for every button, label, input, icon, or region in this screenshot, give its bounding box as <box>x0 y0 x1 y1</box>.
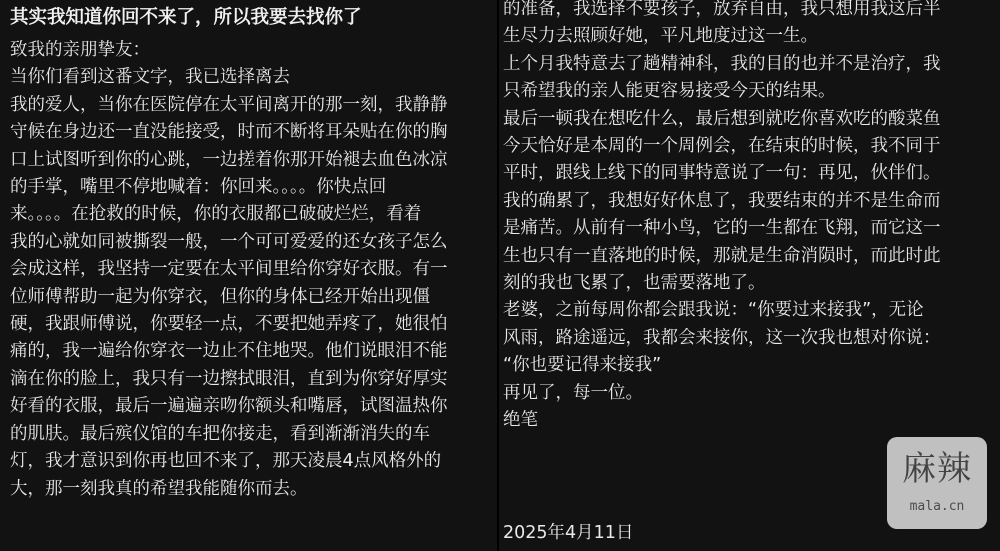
letter-paragraph-1: 的准备，我选择不要孩子，放弃自由，我只想用我这后半 生尽力去照顾好她，平凡地度过这一生。 <box>503 0 941 47</box>
letter-intro: 当你们看到这番文字，我已选择离去 <box>10 67 290 88</box>
letter-closing: 绝笔 <box>503 410 538 431</box>
watermark-sub-text: mala.cn <box>909 499 965 514</box>
letter-paragraph-2: 上个月我特意去了趟精神科，我的目的也并不是治疗，我 只希望我的亲人能更容易接受今天的结果。 <box>503 53 941 102</box>
left-text-panel <box>0 0 497 551</box>
right-text-content <box>503 0 1000 435</box>
watermark-main-text: 麻辣 <box>902 449 972 489</box>
letter-farewell: 再见了，每一位。 <box>503 382 643 403</box>
left-text-content <box>10 3 486 503</box>
letter-body-paragraph: 我的爱人，当你在医院停在太平间离开的那一刻，我静静 守候在身边还一直没能接受，时而不断将耳朵贴在你的胸 口上试图听到你的心跳，一边搓着你那开始褪去血色冰凉 的手掌，嘴里不停地喊着：你回来。。。。你快点回 来。。。。在抢救的时候，你的衣服都已破破烂烂，看着 我的心就如同被撕裂一般，一个可可爱爱的还女孩子怎么 会成这样，我坚持一定要在太平间里给你穿好衣服。有一 位师傅帮助一起为你穿衣，但你的身体已经开始出现僵 硬，我跟师傅说，你要轻一点，不要把她弄疼了，她很怕 痛的，我一遍给你穿衣一边止不住地哭。他们说眼泪不能 滴在你的脸上，我只有一边擦拭眼泪，直到为你穿好厚实 好看的衣服，最后一遍遍亲吻你额头和嘴唇，试图温热你 的肌肤。最后殡仪馆的车把你接走，看到渐渐消失的车 灯，我才意识到你再也回不来了，那天凌晨4点风格外的 大，那一刻我真的希望我能随你而去。 <box>10 94 448 499</box>
post-title: 其实我知道你回不来了，所以我要去找你了 <box>10 7 362 28</box>
letter-paragraph-4: 我的确累了，我想好好休息了，我要结束的并不是生命而 是痛苦。从前有一种小鸟，它的一生都在飞翔，而它这一 生也只有一直落地的时候，那就是生命消陨时，而此时此 刻的我也飞累了，也需要落地了。 <box>503 190 941 294</box>
letter-greeting: 致我的亲朋挚友： <box>10 40 150 60</box>
letter-date: 2025年4月11日 <box>503 523 634 543</box>
letter-paragraph-5: 老婆，之前每周你都会跟我说：“你要过来接我”，无论 风雨，路途遥远，我都会来接你，这一次我也想对你说： “你也要记得来接我” <box>503 300 941 376</box>
watermark-logo <box>887 437 987 529</box>
letter-paragraph-3: 最后一顿我在想吃什么，最后想到就吃你喜欢吃的酸菜鱼 今天恰好是本周的一个周例会，在结束的时候，我不同于 平时，跟线上线下的同事特意说了一句：再见，伙伴们。 <box>503 108 941 184</box>
